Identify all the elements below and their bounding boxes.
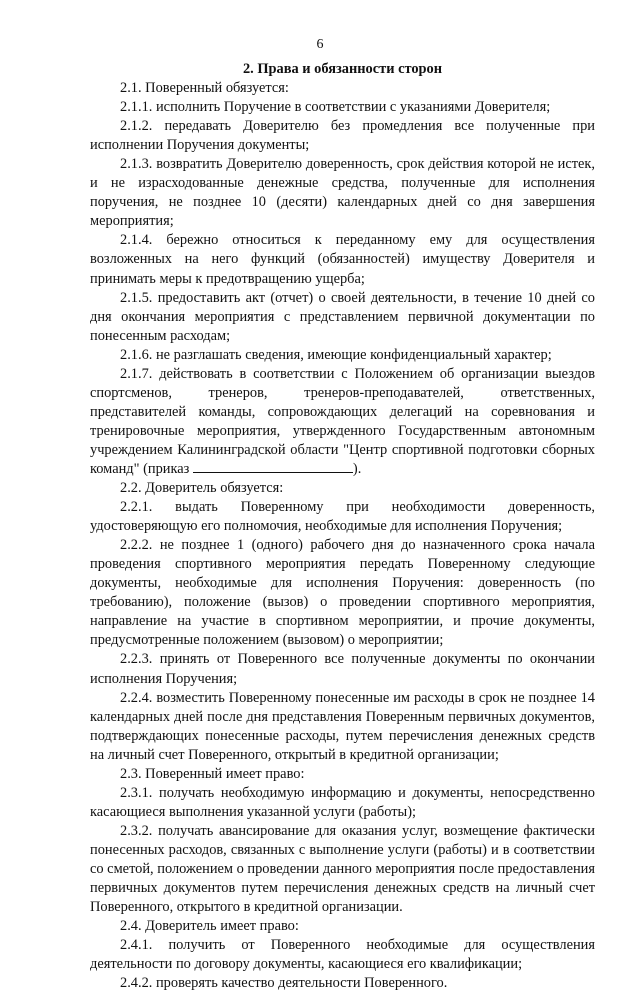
order-number-blank xyxy=(193,460,353,473)
paragraph-2-2-3: 2.2.3. принять от Поверенного все полученные документы по окончании исполнения Поручения; xyxy=(90,651,595,687)
paragraph-2-2-2: 2.2.2. не позднее 1 (одного) рабочего дня до назначенного срока начала проведения спортивного мероприятия передать Поверенному следующие документы, необходимые для исполнения Поручения: доверенность (по требованию), положение (вызов) о проведении спортивного мероприятия, направление на участие в спортивном мероприятии, и прочие документы, предусмотренные положением (вызовом) о мероприятии; xyxy=(90,537,595,649)
paragraph-2-1-7 xyxy=(90,365,595,479)
paragraph-2-1-1: 2.1.1. исполнить Поручение в соответствии с указаниями Доверителя; xyxy=(120,99,551,116)
document-body xyxy=(90,60,595,993)
paragraph-2-4-2: 2.4.2. проверять качество деятельности Поверенного. xyxy=(120,975,448,992)
paragraph-2-3-1: 2.3.1. получать необходимую информацию и документы, непосредственно касающиеся выполнения указанной услуги (работы); xyxy=(90,784,595,820)
paragraph-2-3: 2.3. Поверенный имеет право: xyxy=(120,765,305,782)
paragraph-2-1-6: 2.1.6. не разглашать сведения, имеющие конфиденциальный характер; xyxy=(120,346,552,363)
section-title: 2. Права и обязанности сторон xyxy=(242,61,443,77)
paragraph-2-3-2: 2.3.2. получать авансирование для оказания услуг, возмещение фактически понесенных расходов, связанных с выполнение услуги (работы) и в соответствии со сметой, положением о проведении данного мероприятия после предоставления первичных документов путем перечисления денежных средств на личный счет Поверенного, открытого в кредитной организации. xyxy=(90,822,595,916)
paragraph-2-2: 2.2. Доверитель обязуется: xyxy=(120,480,284,497)
paragraph-2-2-4: 2.2.4. возместить Поверенному понесенные им расходы в срок не позднее 14 календарных дней после дня представления Поверенным первичных документов, подтверждающих понесенные расходы, путем перечисления денежных средств на личный счет Поверенного, открытый в кредитной организации; xyxy=(90,689,595,763)
paragraph-2-1-2: 2.1.2. передавать Доверителю без промедления все полученные при исполнении Поручения документы; xyxy=(90,118,595,154)
paragraph-2-4: 2.4. Доверитель имеет право: xyxy=(120,918,299,935)
paragraph-2-1: 2.1. Поверенный обязуется: xyxy=(120,80,289,97)
paragraph-2-1-5: 2.1.5. предоставить акт (отчет) о своей деятельности, в течение 10 дней со дня окончания мероприятия с представлением первичной документации по понесенным расходам; xyxy=(90,289,595,344)
paragraph-2-1-3: 2.1.3. возвратить Доверителю доверенность, срок действия которой не истек, и не израсходованные денежные средства, полученные для исполнения поручения, не позднее 10 (десяти) календарных дней со дня завершения мероприятия; xyxy=(90,156,595,230)
page-number: 6 xyxy=(316,37,324,52)
paragraph-2-4-1: 2.4.1. получить от Поверенного необходимые для осуществления деятельности по договору документы, касающиеся его квалификации; xyxy=(90,937,595,973)
paragraph-2-2-1: 2.2.1. выдать Поверенному при необходимости доверенность, удостоверяющую его полномочия, необходимые для исполнения Поручения; xyxy=(90,499,595,535)
paragraph-2-1-7-suffix: ). xyxy=(352,460,362,477)
paragraph-2-1-4: 2.1.4. бережно относиться к переданному ему для осуществления возложенных на него функций (обязанностей) имуществу Доверителя и принимать меры к предотвращению ущерба; xyxy=(90,232,595,287)
paragraph-2-1-7-text: 2.1.7. действовать в соответствии с Положением об организации выездов спортсменов, тренеров, тренеров-преподавателей, ответственных, представителей команды, сопровождающих делегаций на соревнования и тренировочные мероприятия, утвержденного Государственным автономным учреждением Калининградской области "Центр спортивной подготовки сборных команд" (приказ xyxy=(90,365,595,477)
